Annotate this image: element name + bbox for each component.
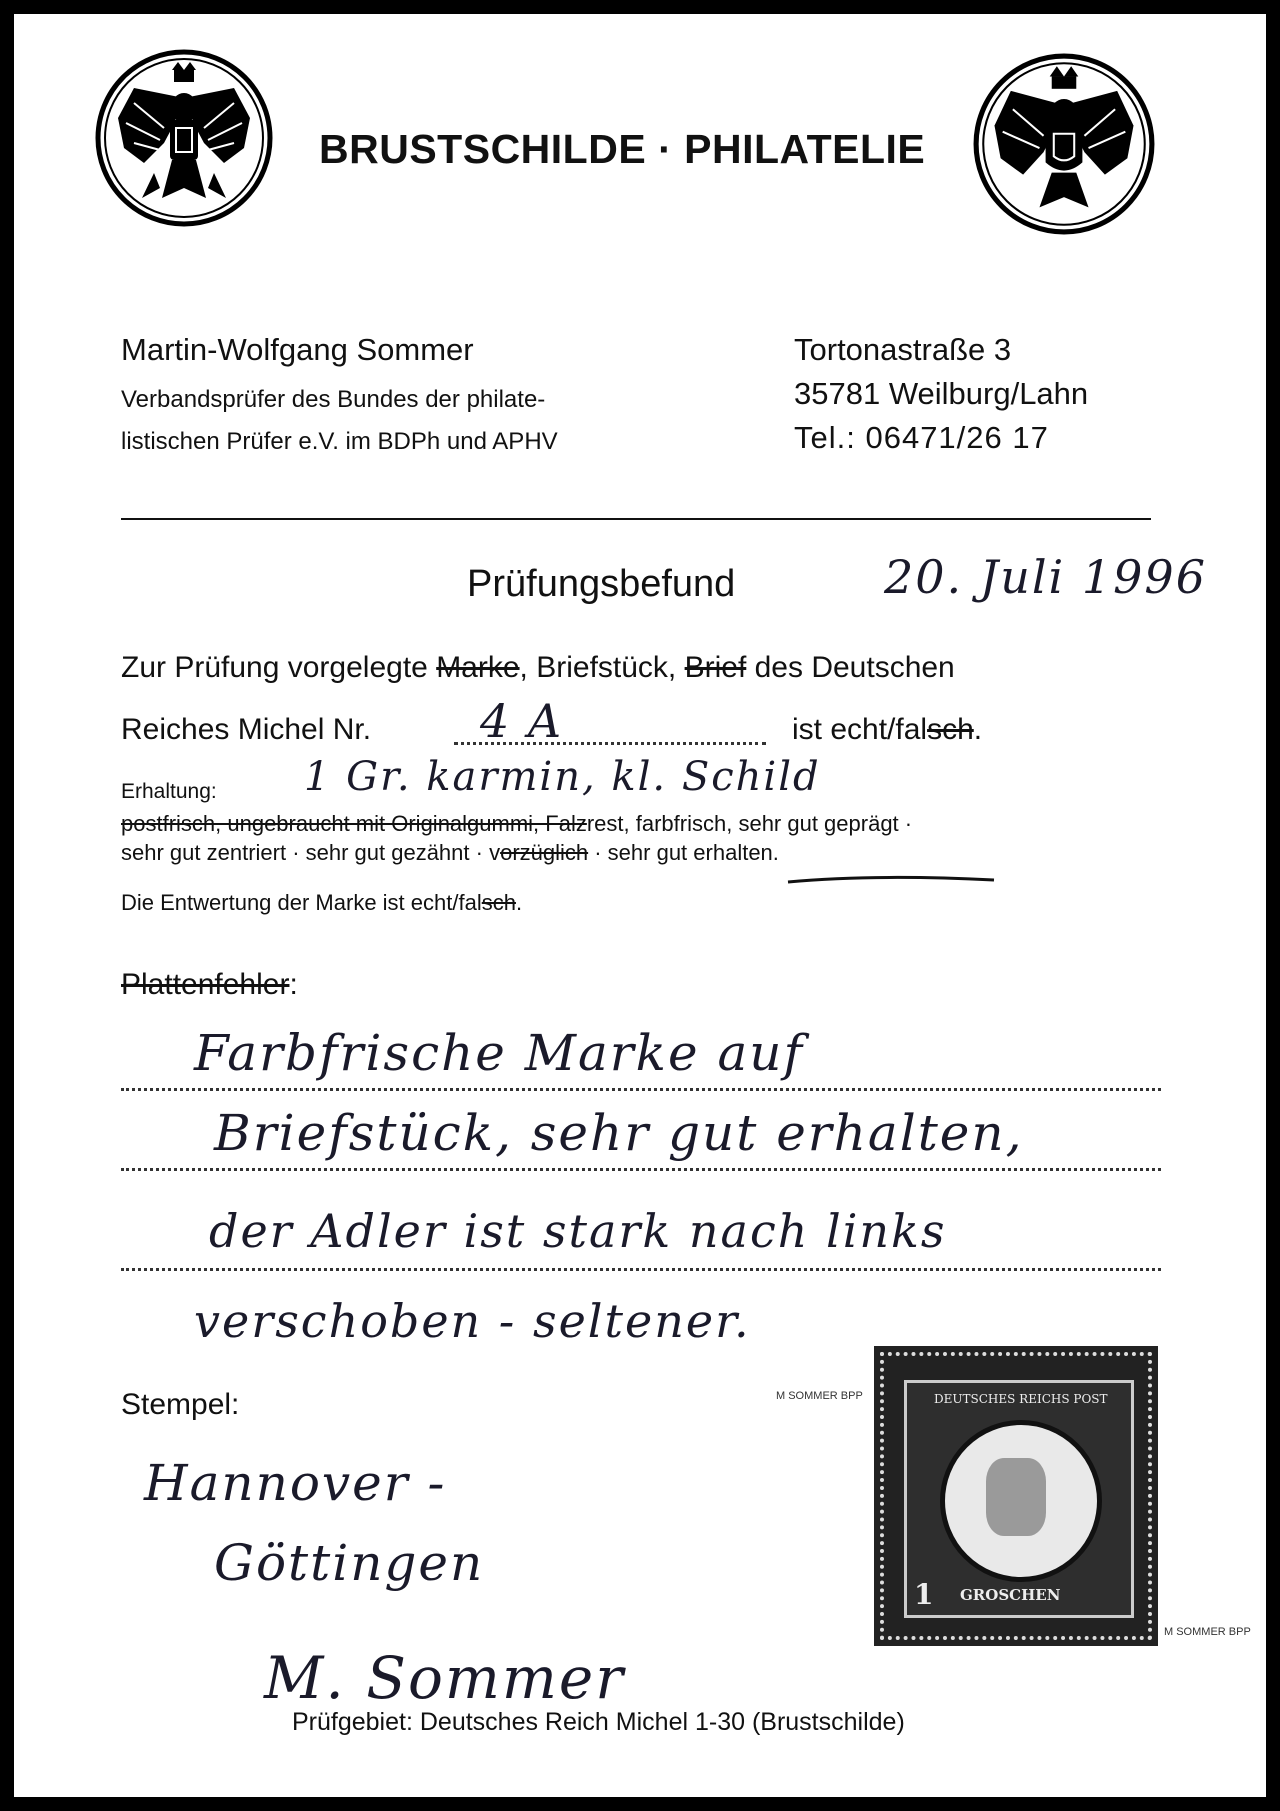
stamp-eagle-center bbox=[986, 1458, 1046, 1536]
plattenfehler-line: Plattenfehler: bbox=[121, 968, 298, 1001]
underline-mark bbox=[784, 872, 1004, 888]
struck-plattenfehler: Plattenfehler bbox=[121, 968, 290, 1001]
stempel-handwritten-1: Hannover - bbox=[144, 1454, 447, 1512]
struck-conditions: postfrisch, ungebraucht mit Originalgummi, Falz bbox=[121, 811, 587, 836]
guarantee-mark-bottom: M SOMMER BPP bbox=[1164, 1626, 1251, 1638]
michel-label: Reiches Michel Nr. bbox=[121, 713, 372, 746]
condition-line1: postfrisch, ungebraucht mit Originalgummi, Falzrest, farbfrisch, sehr gut geprägt · bbox=[121, 811, 913, 836]
michel-number-handwritten: 4 A bbox=[480, 694, 564, 748]
postage-stamp-image bbox=[874, 1346, 1158, 1646]
struck-falsch-entwertung: sch bbox=[481, 890, 516, 915]
remark-dotted-line-3 bbox=[121, 1268, 1161, 1271]
examiner-signature: M. Sommer bbox=[264, 1644, 625, 1712]
examiner-name: Martin-Wolfgang Sommer bbox=[121, 332, 474, 367]
intro-line: Zur Prüfung vorgelegte Marke, Briefstück, Brief des Deutschen bbox=[121, 651, 955, 684]
header-divider bbox=[121, 518, 1151, 520]
struck-falsch: sch bbox=[927, 713, 974, 746]
remark-line-2: Briefstück, sehr gut erhalten, bbox=[214, 1104, 1024, 1162]
remark-line-1: Farbfrische Marke auf bbox=[194, 1024, 804, 1082]
examiner-credentials-line1: Verbandsprüfer des Bundes der philate- bbox=[121, 386, 546, 413]
address-phone: Tel.: 06471/26 17 bbox=[794, 420, 1049, 455]
remark-dotted-line-1 bbox=[121, 1088, 1161, 1091]
stamp-value: 1 bbox=[914, 1578, 934, 1611]
struck-brief: Brief bbox=[684, 651, 747, 684]
remark-line-3: der Adler ist stark nach links bbox=[209, 1204, 947, 1258]
struck-marke: Marke bbox=[436, 651, 520, 684]
struck-vorzueglich: orzüglich bbox=[500, 840, 589, 865]
erhaltung-handwritten: 1 Gr. karmin, kl. Schild bbox=[304, 754, 821, 800]
letterhead-title: BRUSTSCHILDE · PHILATELIE bbox=[319, 126, 926, 172]
certificate-heading: Prüfungsbefund bbox=[467, 563, 736, 605]
handwritten-date: 20. Juli 1996 bbox=[884, 550, 1207, 604]
certificate-sheet bbox=[14, 14, 1266, 1797]
guarantee-mark-top: M SOMMER BPP bbox=[776, 1390, 863, 1402]
footer-pruefgebiet: Prüfgebiet: Deutsches Reich Michel 1-30 (Brustschilde) bbox=[292, 1708, 905, 1736]
entwertung-line: Die Entwertung der Marke ist echt/falsch. bbox=[121, 890, 523, 915]
remark-dotted-line-2 bbox=[121, 1168, 1161, 1171]
stempel-handwritten-2: Göttingen bbox=[214, 1534, 485, 1592]
stamp-top-text: DEUTSCHES REICHS POST bbox=[934, 1392, 1108, 1406]
eagle-seal-right-icon bbox=[972, 52, 1156, 236]
examiner-credentials-line2: listischen Prüfer e.V. im BDPh und APHV bbox=[121, 428, 558, 455]
condition-line2: sehr gut zentriert · sehr gut gezähnt · vorzüglich · sehr gut erhalten. bbox=[121, 840, 779, 865]
erhaltung-label: Erhaltung: bbox=[121, 780, 217, 803]
remark-line-4: verschoben - seltener. bbox=[194, 1294, 751, 1348]
stamp-denomination: GROSCHEN bbox=[960, 1586, 1061, 1604]
eagle-seal-left-icon bbox=[94, 48, 274, 228]
address-city: 35781 Weilburg/Lahn bbox=[794, 376, 1089, 411]
stempel-label: Stempel: bbox=[121, 1388, 240, 1421]
address-street: Tortonastraße 3 bbox=[794, 332, 1012, 367]
michel-verdict: ist echt/falsch. bbox=[792, 713, 983, 746]
